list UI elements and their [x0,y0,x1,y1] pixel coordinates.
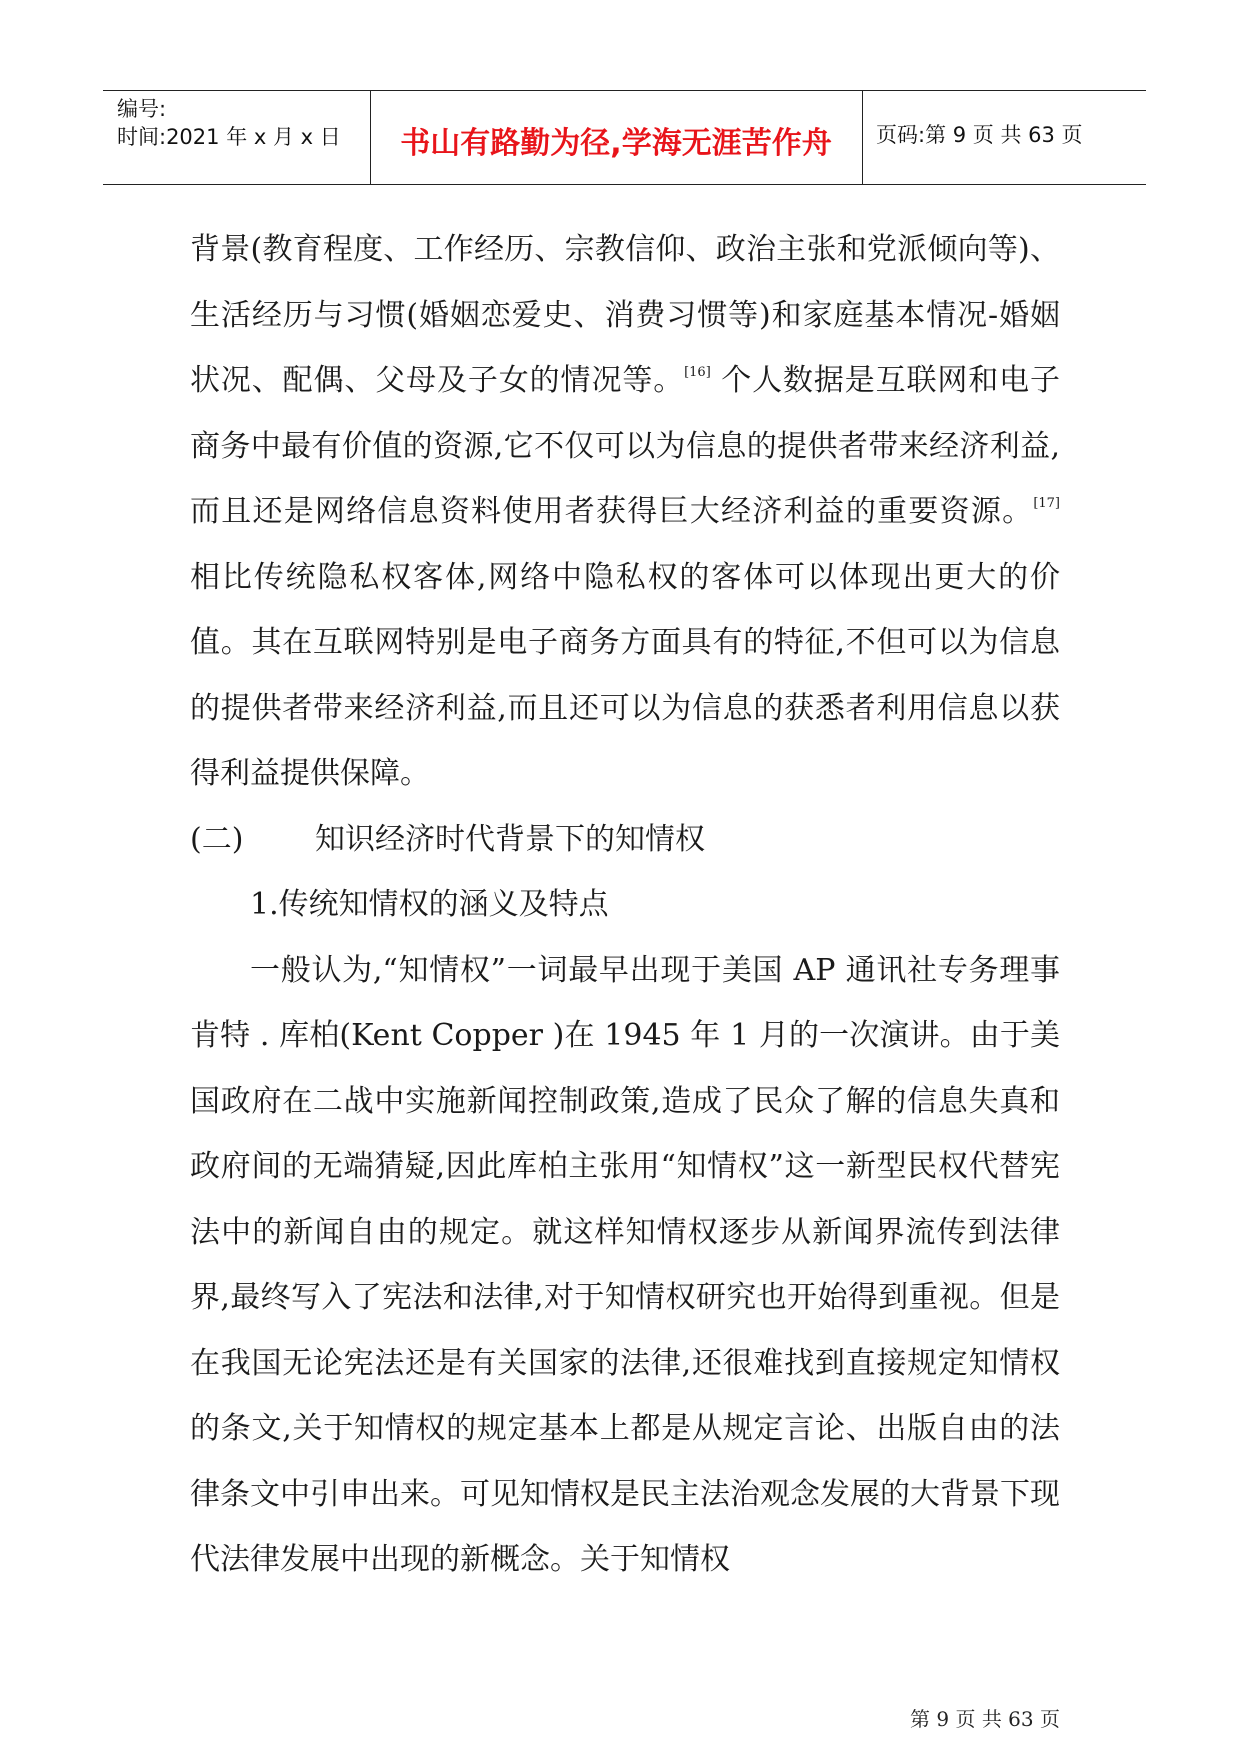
section-number: (二) [190,821,244,857]
citation-ref: [17] [1033,496,1060,511]
paragraph-right-to-know: 一般认为,“知情权”一词最早出现于美国 AP 通讯社专务理事肯特 . 库柏(Kent Copper )在 1945 年 1 月的一次演讲。由于美国政府在二战中实施新闻控制政策,造成了民众了解的信息失真和政府间的无端猜疑,因此库柏主张用“知情权”这一新型民权代替宪法中的新闻自由的规定。就这样知情权逐步从新闻界流传到法律界,最终写入了宪法和法律,对于知情权研究也开始得到重视。但是在我国无论宪法还是有关国家的法律,还很难找到直接规定知情权的条文,关于知情权的规定基本上都是从规定言论、出版自由的法律条文中引申出来。可见知情权是民主法治观念发展的大背景下现代法律发展中出现的新概念。关于知情权 [190,952,1060,1577]
section-title: 知识经济时代背景下的知情权 [315,821,705,857]
subsection-heading: 1.传统知情权的涵义及特点 [250,887,609,922]
header-page-cell [862,91,1146,184]
header-motto: 书山有路勤为径,学海无涯苦作舟 [400,126,832,161]
section-heading [190,807,1060,873]
header-motto-cell [370,91,863,184]
document-time-label: 时间:2021 年 x 月 x 日 [117,125,341,149]
page-header [103,90,1146,185]
citation-ref: [16] [684,365,711,380]
document-body [190,217,1060,1593]
document-number-label: 编号: [117,97,167,121]
paragraph-text: 相比传统隐私权客体,网络中隐私权的客体可以体现出更大的价值。其在互联网特别是电子商务方面具有的特征,不但可以为信息的提供者带来经济利益,而且还可以为信息的获悉者利用信息以获得利益提供保障。 [190,559,1060,791]
page-footer: 第 9 页 共 63 页 [910,1707,1060,1731]
header-page-info: 页码:第 9 页 共 63 页 [876,123,1083,147]
paragraph-personal-data [190,217,1060,807]
paragraph-text: 背景(教育程度、工作经历、宗教信仰、政治主张和党派倾向等)、生活经历与习惯(婚姻恋爱史、消费习惯等)和家庭基本情况-婚姻状况、配偶、父母及子女的情况等。 [190,232,1060,398]
header-meta-cell [103,91,371,184]
paragraph-text: 个人数据是互联网和电子商务中最有价值的资源,它不仅可以为信息的提供者带来经济利益,而且还是网络信息资料使用者获得巨大经济利益的重要资源。 [190,363,1060,529]
